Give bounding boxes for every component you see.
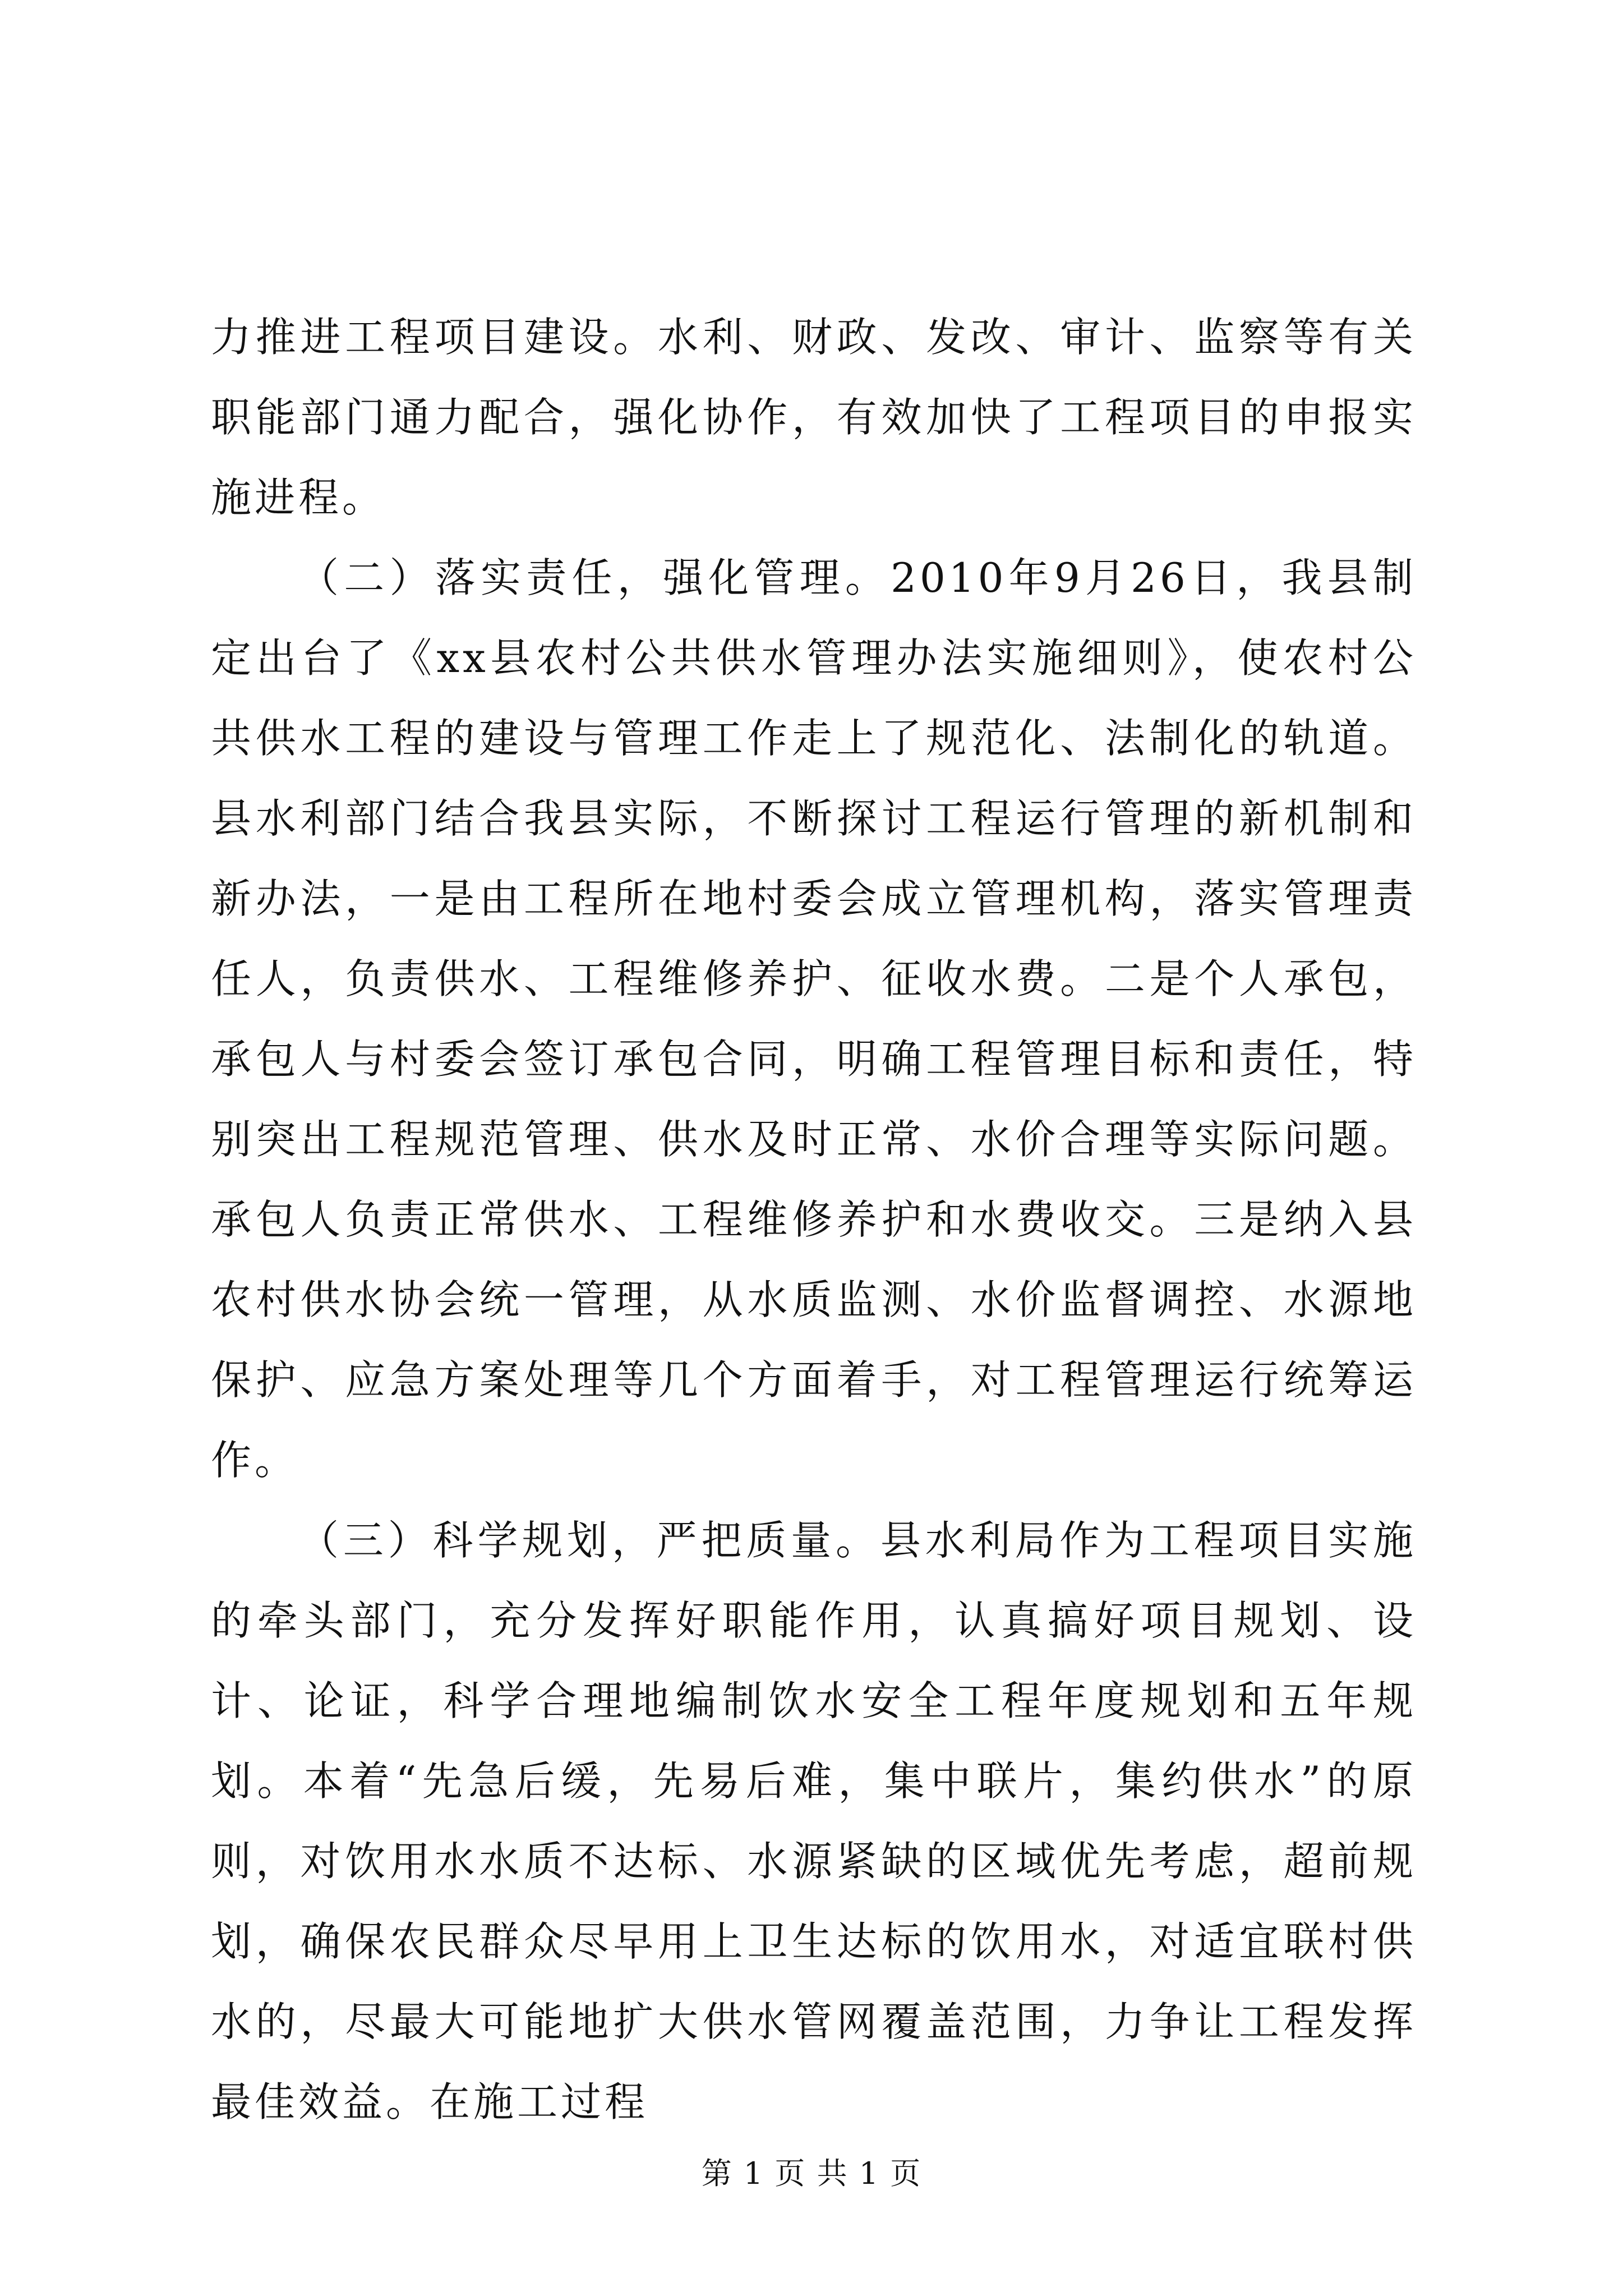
body-text [211,297,1417,2142]
paragraph-3: （三）科学规划，严把质量。县水利局作为工程项目实施的牵头部门，充分发挥好职能作用，认真搞好项目规划、设计、论证，科学合理地编制饮水安全工程年度规划和五年规划。本着“先急后缓，先易后难，集中联片，集约供水”的原则，对饮用水水质不达标、水源紧缺的区域优先考虑，超前规划，确保农民群众尽早用上卫生达标的饮用水，对适宜联村供水的，尽最大可能地扩大供水管网覆盖范围，力争让工程发挥最佳效益。在施工过程 [211,1517,1417,2125]
paragraph-2: （二）落实责任，强化管理。2010年9月26日，我县制定出台了《xx县农村公共供水管理办法实施细则》，使农村公共供水工程的建设与管理工作走上了规范化、法制化的轨道。县水利部门结合我县实际，不断探讨工程运行管理的新机制和新办法，一是由工程所在地村委会成立管理机构，落实管理责任人，负责供水、工程维修养护、征收水费。二是个人承包，承包人与村委会签订承包合同，明确工程管理目标和责任，特别突出工程规范管理、供水及时正常、水价合理等实际问题。承包人负责正常供水、工程维修养护和水费收交。三是纳入县农村供水协会统一管理，从水质监测、水价监督调控、水源地保护、应急方案处理等几个方面着手，对工程管理运行统筹运作。 [211,554,1417,1484]
paragraph-1: 力推进工程项目建设。水利、财政、发改、审计、监察等有关职能部门通力配合，强化协作，有效加快了工程项目的申报实施进程。 [211,314,1417,521]
page-footer: 第 1 页 共 1 页 [701,2156,922,2191]
